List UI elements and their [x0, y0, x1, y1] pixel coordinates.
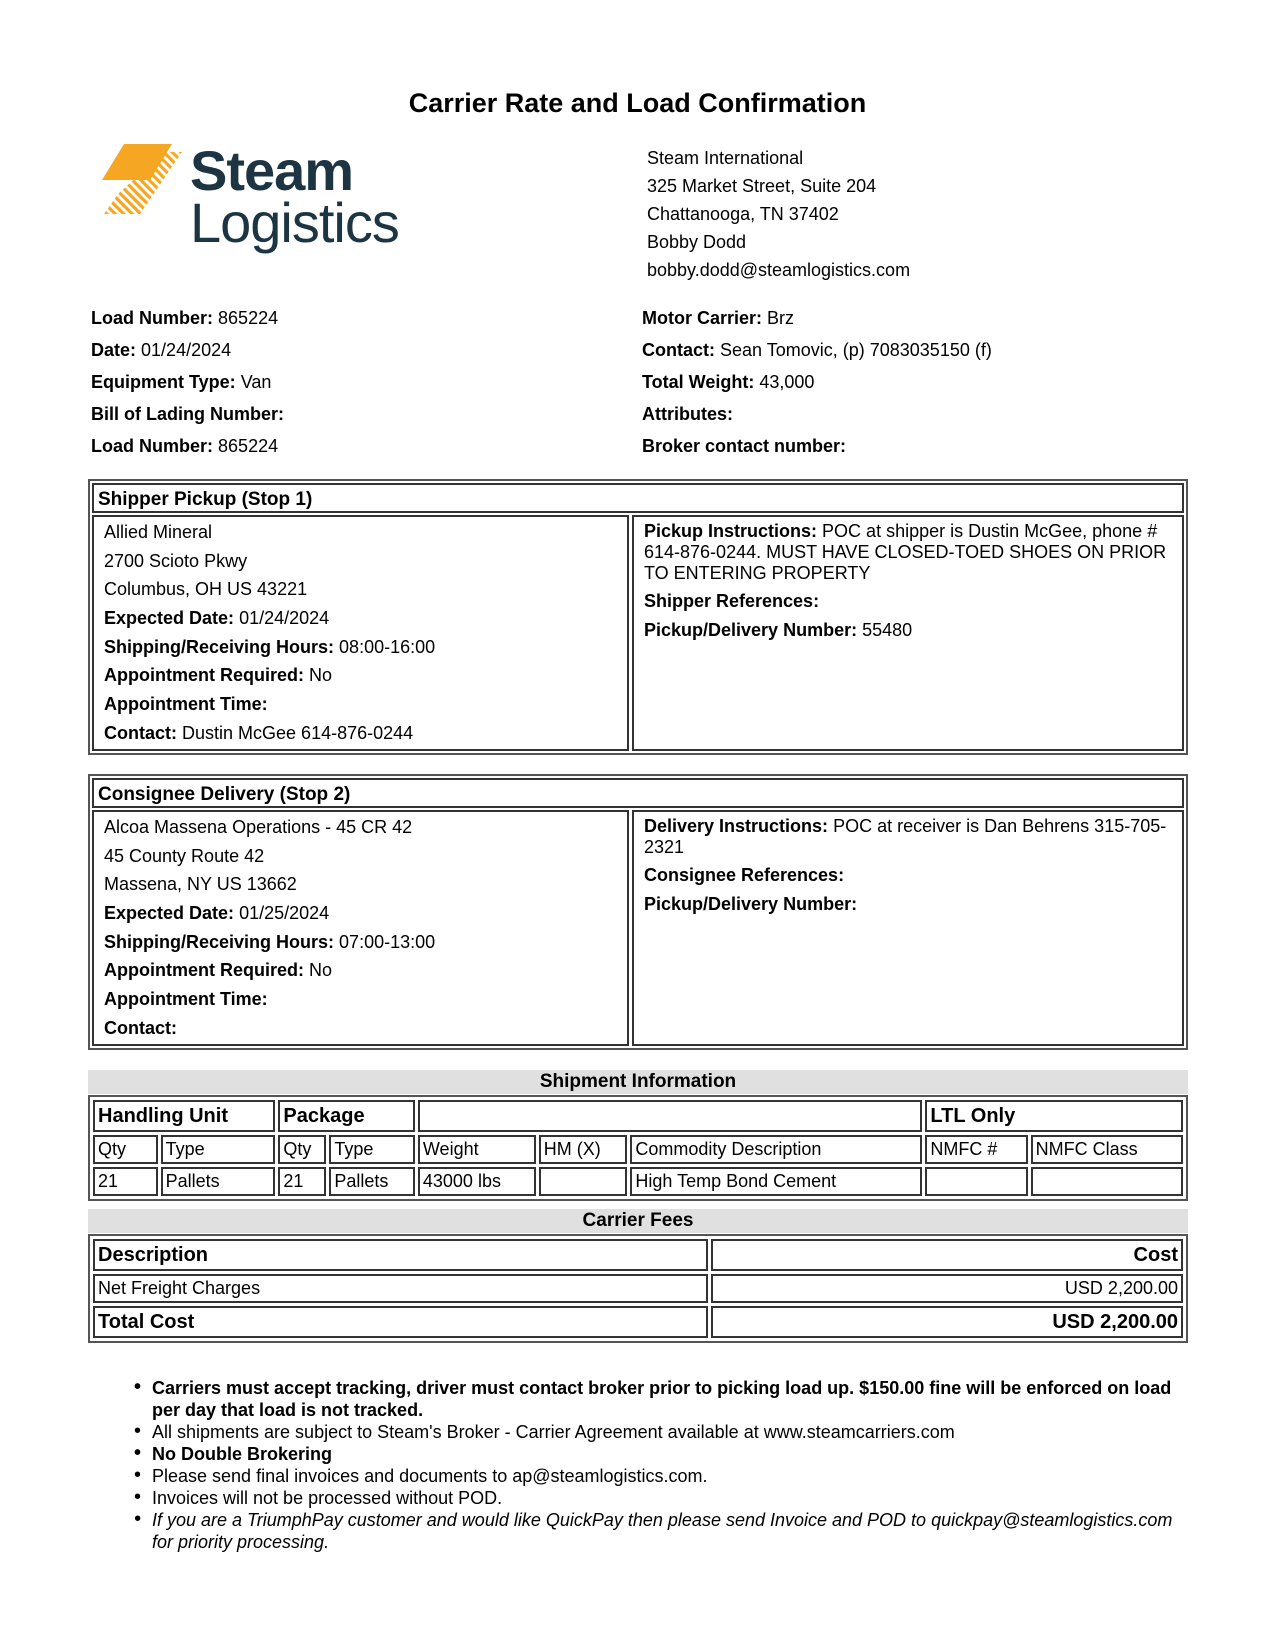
- shipper-instructions-panel: [632, 515, 1184, 751]
- col-commodity: Commodity Description: [630, 1135, 922, 1164]
- consignee-header: Consignee Delivery (Stop 2): [92, 778, 1184, 808]
- consignee-name: Alcoa Massena Operations - 45 CR 42: [104, 817, 413, 837]
- cell-hu-qty: 21: [93, 1167, 158, 1196]
- info-load-number-2: Load Number: 865224: [91, 436, 279, 456]
- blank-group-header: [418, 1100, 923, 1132]
- consignee-delivery-section: [88, 774, 1188, 1050]
- table-row: [93, 1274, 1183, 1303]
- consignee-references: Consignee References:: [644, 865, 845, 885]
- consignee-address-panel: [92, 810, 629, 1046]
- logo-mark-icon: [94, 144, 184, 216]
- document-title: Carrier Rate and Load Confirmation: [408, 88, 867, 118]
- shipper-address1: 2700 Scioto Pkwy: [104, 550, 248, 571]
- info-total-weight: Total Weight: 43,000: [642, 372, 815, 392]
- shipper-appointment-required: Appointment Required: No: [104, 665, 333, 686]
- consignee-pd-number: Pickup/Delivery Number:: [644, 894, 858, 914]
- consignee-instructions-panel: [632, 810, 1184, 1046]
- fee-item-cost: USD 2,200.00: [711, 1274, 1183, 1303]
- cell-hu-type: Pallets: [161, 1167, 276, 1196]
- cell-commodity: High Temp Bond Cement: [630, 1167, 922, 1196]
- shipper-references: Shipper References:: [644, 591, 820, 611]
- info-attributes: Attributes:: [642, 404, 733, 424]
- info-motor-carrier: Motor Carrier: Brz: [642, 308, 795, 328]
- cell-pkg-type: Pallets: [329, 1167, 415, 1196]
- fees-cost-header: Cost: [711, 1239, 1183, 1271]
- handling-unit-header: Handling Unit: [93, 1100, 275, 1132]
- company-contact: Bobby Dodd: [647, 232, 747, 252]
- col-weight: Weight: [418, 1135, 536, 1164]
- info-date: Date: 01/24/2024: [91, 340, 232, 360]
- col-hu-qty: Qty: [93, 1135, 158, 1164]
- consignee-hours: Shipping/Receiving Hours: 07:00-13:00: [104, 931, 436, 952]
- consignee-address1: 45 County Route 42: [104, 845, 265, 866]
- list-item: • All shipments are subject to Steam's Broker - Carrier Agreement available at www.steamcarriers.com: [130, 1421, 1190, 1443]
- shipper-expected-date: Expected Date: 01/24/2024: [104, 608, 330, 629]
- shipper-appointment-time: Appointment Time:: [104, 694, 268, 715]
- load-info-right: [642, 307, 992, 467]
- delivery-instructions: Delivery Instructions: POC at receiver is Dan Behrens 315-705-2321: [644, 816, 1167, 857]
- consignee-contact: Contact:: [104, 1017, 177, 1038]
- consignee-appointment-time: Appointment Time:: [104, 989, 268, 1010]
- shipment-column-header-row: [93, 1135, 1183, 1164]
- logo-text-steam: Steam: [190, 139, 354, 202]
- consignee-expected-date: Expected Date: 01/25/2024: [104, 903, 330, 924]
- package-header: Package: [278, 1100, 415, 1132]
- info-contact: Contact: Sean Tomovic, (p) 7083035150 (f): [642, 340, 992, 360]
- info-broker-contact: Broker contact number:: [642, 436, 847, 456]
- list-item: • Carriers must accept tracking, driver must contact broker prior to picking load up. $150.00 fine will be enforced on load per day that load is not tracked.: [130, 1377, 1190, 1421]
- list-item: • If you are a TriumphPay customer and would like QuickPay then please send Invoice and POD to quickpay@steamlogistics.com for priority processing.: [130, 1509, 1190, 1553]
- shipper-contact: Contact: Dustin McGee 614-876-0244: [104, 722, 414, 743]
- col-pkg-type: Type: [329, 1135, 415, 1164]
- fees-total-row: [93, 1306, 1183, 1338]
- fee-item-description: Net Freight Charges: [93, 1274, 708, 1303]
- col-nmfc-number: NMFC #: [925, 1135, 1027, 1164]
- consignee-address2: Massena, NY US 13662: [104, 874, 297, 895]
- cell-nmfc-class: [1031, 1167, 1183, 1196]
- list-item: • No Double Brokering: [130, 1443, 1190, 1465]
- shipment-info-table: [88, 1095, 1188, 1201]
- table-row: [93, 1167, 1183, 1196]
- list-item: • Please send final invoices and documents to ap@steamlogistics.com.: [130, 1465, 1190, 1487]
- fees-description-header: Description: [93, 1239, 708, 1271]
- logo-text-logistics: Logistics: [190, 191, 399, 254]
- shipper-hours: Shipping/Receiving Hours: 08:00-16:00: [104, 636, 436, 657]
- ltl-only-header: LTL Only: [925, 1100, 1183, 1132]
- load-info-left: [91, 307, 284, 467]
- shipper-pd-number: Pickup/Delivery Number: 55480: [644, 620, 913, 640]
- cell-hm: [539, 1167, 628, 1196]
- info-load-number: Load Number: 865224: [91, 308, 279, 328]
- company-email: bobby.dodd@steamlogistics.com: [647, 260, 911, 280]
- company-address-line2: Chattanooga, TN 37402: [647, 204, 839, 224]
- shipper-pickup-section: [88, 479, 1188, 755]
- carrier-fees-table: [88, 1234, 1188, 1343]
- company-address-block: [647, 144, 910, 284]
- fees-header-row: [93, 1239, 1183, 1271]
- col-hm: HM (X): [539, 1135, 628, 1164]
- consignee-appointment-required: Appointment Required: No: [104, 960, 333, 981]
- shipment-group-header-row: [93, 1100, 1183, 1132]
- col-pkg-qty: Qty: [278, 1135, 326, 1164]
- cell-nmfc-number: [925, 1167, 1027, 1196]
- company-address-line1: 325 Market Street, Suite 204: [647, 176, 877, 196]
- cell-pkg-qty: 21: [278, 1167, 326, 1196]
- info-bill-of-lading: Bill of Lading Number:: [91, 404, 284, 424]
- shipper-name: Allied Mineral: [104, 522, 213, 542]
- pickup-instructions: Pickup Instructions: POC at shipper is Dustin McGee, phone # 614-876-0244. MUST HAVE CLOSED-TOED SHOES ON PRIOR TO ENTERING PROPERTY: [644, 521, 1167, 583]
- company-name: Steam International: [647, 148, 804, 168]
- total-cost-label: Total Cost: [93, 1306, 708, 1338]
- steam-logistics-logo: [94, 140, 414, 265]
- shipment-info-title: Shipment Information: [88, 1070, 1188, 1094]
- col-nmfc-class: NMFC Class: [1031, 1135, 1183, 1164]
- cell-weight: 43000 lbs: [418, 1167, 536, 1196]
- shipper-header: Shipper Pickup (Stop 1): [92, 483, 1184, 513]
- info-equipment-type: Equipment Type: Van: [91, 372, 272, 392]
- total-cost-value: USD 2,200.00: [711, 1306, 1183, 1338]
- list-item: • Invoices will not be processed without POD.: [130, 1487, 1190, 1509]
- terms-list: [130, 1377, 1190, 1553]
- shipper-address-panel: [92, 515, 629, 751]
- col-hu-type: Type: [161, 1135, 276, 1164]
- carrier-fees-title: Carrier Fees: [88, 1209, 1188, 1233]
- shipper-address2: Columbus, OH US 43221: [104, 579, 308, 600]
